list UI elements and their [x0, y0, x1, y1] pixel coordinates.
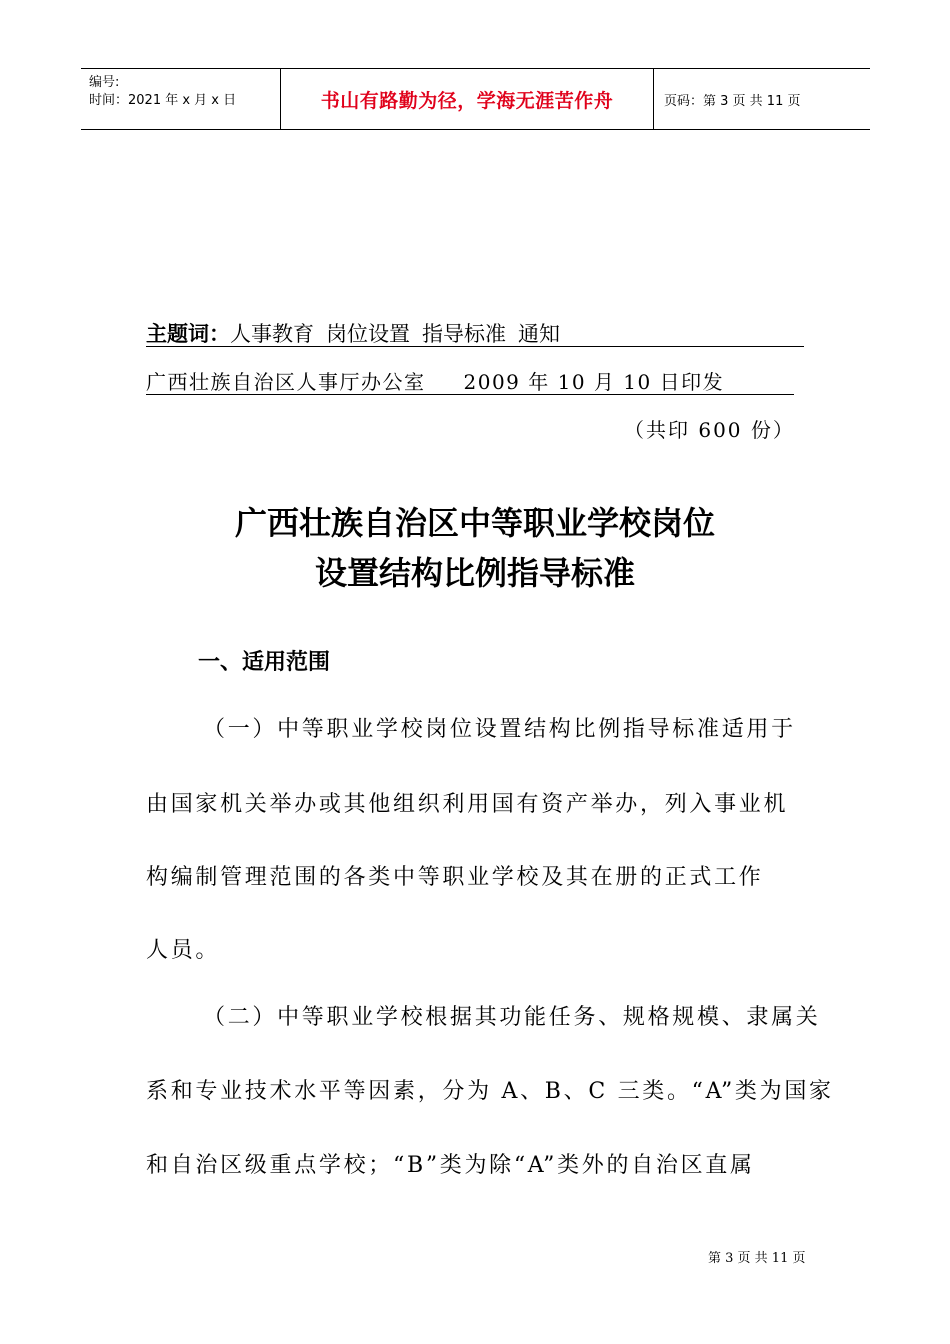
- paragraph-line: （二）中等职业学校根据其功能任务、规格规模、隶属关: [203, 1005, 821, 1030]
- paragraph-line: 人员。: [146, 938, 221, 963]
- document-title-line-2: 设置结构比例指导标准: [314, 554, 635, 592]
- paragraph-line: 构编制管理范围的各类中等职业学校及其在册的正式工作: [146, 865, 764, 890]
- motto-text: 书山有路勤为径，学海无涯苦作舟: [320, 89, 614, 112]
- subject-keyword: 人事教育: [230, 322, 314, 346]
- paragraph-line: （一）中等职业学校岗位设置结构比例指导标准适用于: [203, 717, 796, 742]
- issue-date: 2009 年 10 月 10 日印发: [463, 370, 725, 394]
- subject-keyword: 指导标准: [422, 322, 506, 346]
- header-meta-cell: [81, 69, 281, 129]
- paragraph-line: 由国家机关举办或其他组织利用国有资产举办，列入事业机: [146, 792, 789, 817]
- document-header: [81, 68, 870, 130]
- section-heading: 一、适用范围: [198, 650, 331, 675]
- subject-label: 主题词：: [146, 322, 230, 346]
- time-label: 时间：2021 年 x 月 x 日: [89, 93, 237, 108]
- subject-keywords-line: [146, 318, 804, 347]
- subject-keyword: 岗位设置: [326, 322, 410, 346]
- paragraph-line: 和自治区级重点学校；“B”类为除“A”类外的自治区直属: [146, 1153, 755, 1178]
- header-page-cell: [654, 69, 870, 129]
- issuer-office: 广西壮族自治区人事厅办公室: [146, 370, 426, 394]
- number-label: 编号:: [89, 75, 120, 90]
- footer-page-number: 第 3 页 共 11 页: [708, 1251, 806, 1266]
- issuer-line: [146, 366, 794, 395]
- header-page-info: 页码：第 3 页 共 11 页: [664, 93, 801, 109]
- document-title-line-1: 广西壮族自治区中等职业学校岗位: [234, 504, 715, 542]
- print-copies: （共印 600 份）: [624, 418, 795, 442]
- header-motto-cell: [281, 69, 654, 129]
- subject-keyword: 通知: [518, 322, 560, 346]
- paragraph-line: 系和专业技术水平等因素，分为 A、B、C 三类。“A”类为国家: [146, 1079, 834, 1104]
